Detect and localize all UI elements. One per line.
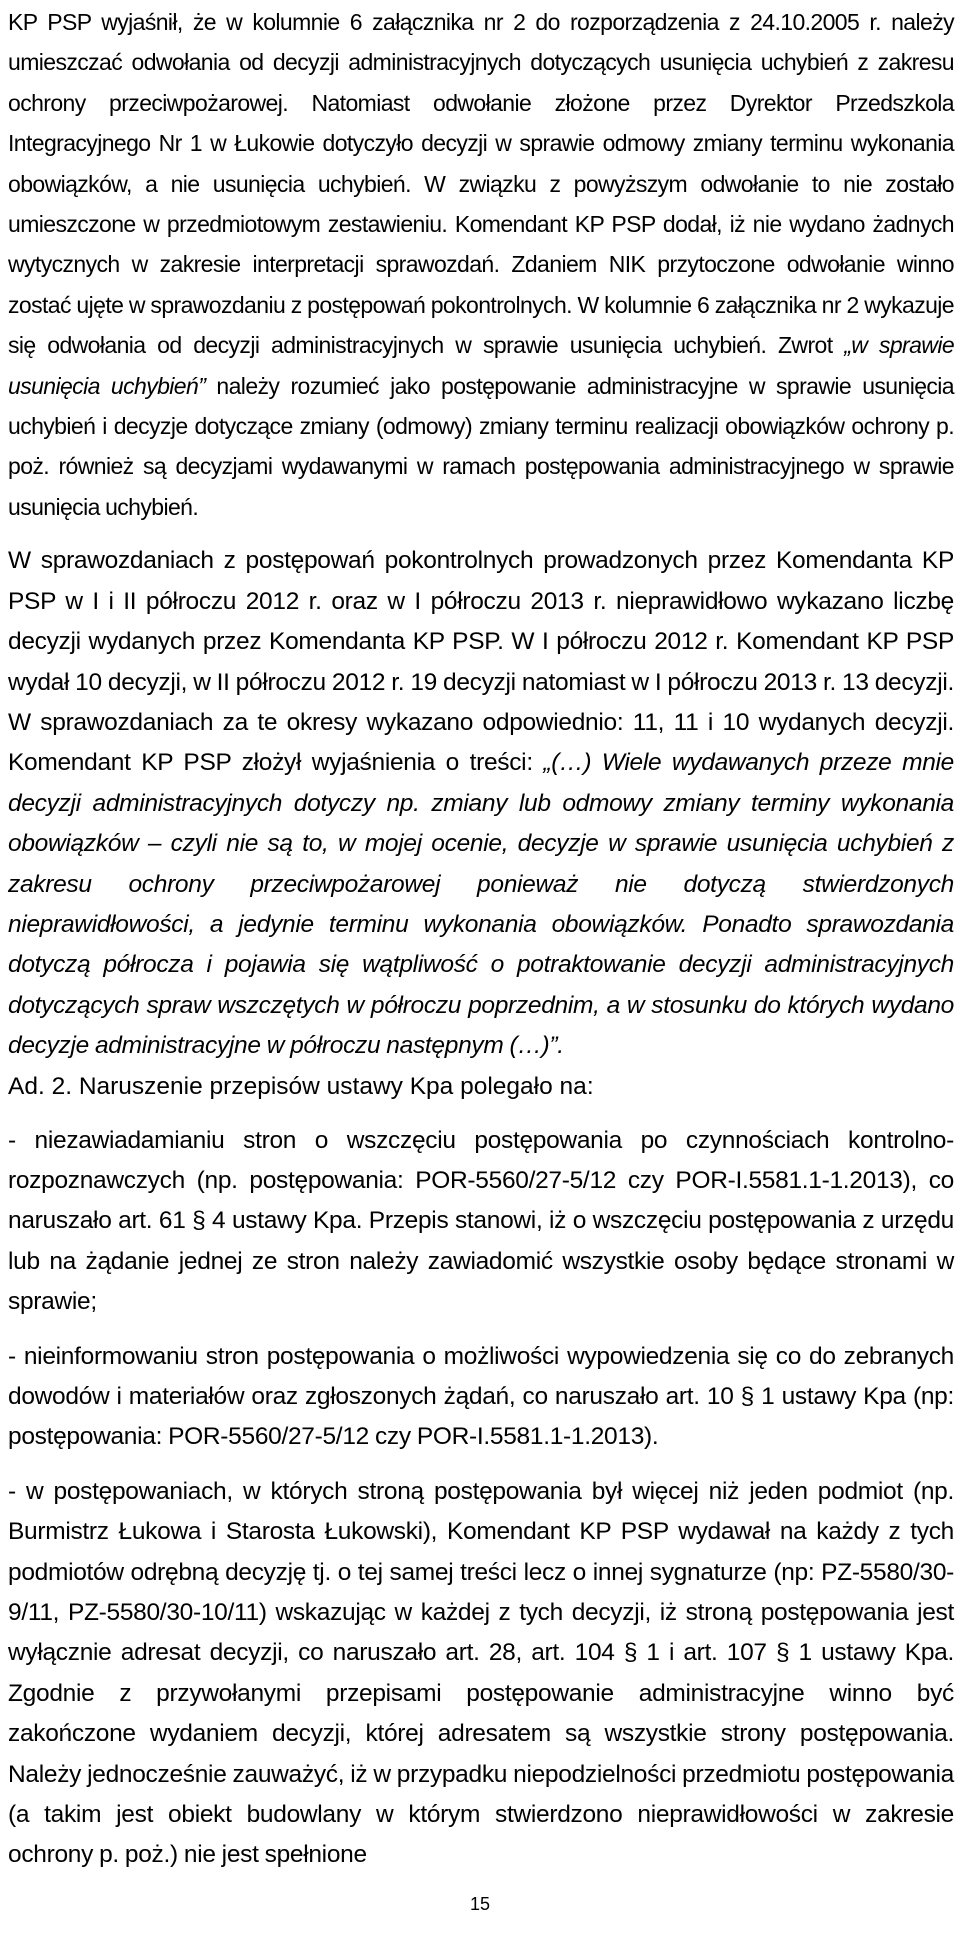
paragraph-text: KP PSP wyjaśnił, że w kolumnie 6 załącznika nr 2 do rozporządzenia z 24.10.2005 r. należy umieszczać odwołania od decyzji administracyjnych dotyczących usunięcia uchybień z zakresu ochrony przeciwpożarowej. Natomiast odwołanie złożone przez Dyrektor Przedszkola Integracyjnego Nr 1 w Łukowie dotyczyło decyzji w sprawie odmowy zmiany terminu wykonania obowiązków, a nie usunięcia uchybień. W związku z powyższym odwołanie to nie zostało umieszczone w przedmiotowym zestawieniu. Komendant KP PSP dodał, iż nie wydano żadnych wytycznych w zakresie interpretacji sprawozdań. Zdaniem NIK przytoczone odwołanie winno zostać ujęte w sprawozdaniu z postępowań pokontrolnych. W kolumnie 6 załącznika nr 2 wykazuje się odwołania od decyzji administracyjnych w sprawie usunięcia uchybień. (8, 9, 954, 359)
list-item-multiple-parties: - w postępowaniach, w których stroną postępowania był więcej niż jeden podmiot (np. Burmistrz Łukowa i Starosta Łukowski), Komendant KP PSP wydawał na każdy z tych podmiotów odrębną decyzję tj. o tej samej treści lecz o innej sygnaturze (np: PZ-5580/30-9/11, PZ-5580/30-10/11) wskazując w każdej z tych decyzji, iż stroną postępowania jest wyłącznie adresat decyzji, co naruszało art. 28, art. 104 § 1 i art. 107 § 1 ustawy Kpa. Zgodnie z przywołanymi przepisami postępowanie administracyjne winno być zakończone wydaniem decyzji, której adresatem są wszystkie strony postępowania. Należy jednocześnie zauważyć, iż w przypadku niepodzielności przedmiotu postępowania (a takim jest obiekt budowlany w którym stwierdzono nieprawidłowości w zakresie ochrony p. poż.) nie jest spełnione (8, 1477, 954, 1869)
paragraph-reporting-errors (8, 541, 954, 1066)
paragraph-text-tail: należy rozumieć jako postępowanie administracyjne w sprawie usunięcia uchybień i decyzje dotyczące zmiany (odmowy) zmiany terminu realizacji obowiązków ochrony p. poż. również są decyzjami wydawanymi w ramach postępowania administracyjnego w sprawie usunięcia uchybień. (8, 372, 954, 520)
paragraph-nik-assessment (8, 2, 954, 527)
section-heading: Ad. 2. Naruszenie przepisów ustawy Kpa polegało na: (8, 1072, 594, 1100)
list-item-information: - nieinformowaniu stron postępowania o możliwości wypowiedzenia się co do zebranych dowodów i materiałów oraz zgłoszonych żądań, co naruszało art. 10 § 1 ustawy Kpa (np: postępowania: POR-5560/27-5/12 czy POR-I.5581.1-1.2013). (8, 1342, 954, 1451)
document-body (8, 2, 954, 1876)
paragraph-text: W sprawozdaniach z postępowań pokontrolnych prowadzonych przez Komendanta KP PSP w I i II półroczu 2012 r. oraz w I półroczu 2013 r. nieprawidłowo wykazano liczbę decyzji wydanych przez Komendanta KP PSP. W I półroczu 2012 r. Komendant KP PSP wydał 10 decyzji, w II półroczu 2012 r. 19 decyzji natomiast w I półroczu 2013 r. 13 decyzji. W sprawozdaniach za te okresy wykazano odpowiednio: 11, 11 i 10 wydanych decyzji. Komendant KP PSP złożył wyjaśnienia o treści: (8, 547, 954, 777)
quoted-explanation: „(…) Wiele wydawanych przeze mnie decyzji administracyjnych dotyczy np. zmiany lub odmowy zmiany terminy wykonania obowiązków – czyli nie są to, w mojej ocenie, decyzje w sprawie usunięcia uchybień z zakresu ochrony przeciwpożarowej ponieważ nie dotyczą stwierdzonych nieprawidłowości, a jedynie terminu wykonania obowiązków. Ponadto sprawozdania dotyczą półrocza i pojawia się wątpliwość o potraktowanie decyzji administracyjnych dotyczących spraw wszczętych w półroczu poprzednim, a w stosunku do których wydano decyzje administracyjne w półroczu następnym (…)”. (8, 749, 954, 1060)
page-number: 15 (469, 1894, 491, 1914)
paragraph-text-lead: Zwrot (777, 332, 833, 359)
list-item-notification: - niezawiadamianiu stron o wszczęciu postępowania po czynnościach kontrolno-rozpoznawczych (np. postępowania: POR-5560/27-5/12 czy POR-I.5581.1-1.2013), co naruszało art. 61 § 4 ustawy Kpa. Przepis stanowi, iż o wszczęciu postępowania z urzędu lub na żądanie jednej ze stron należy zawiadomić wszystkie osoby będące stronami w sprawie; (8, 1126, 954, 1316)
quoted-phrase: „w sprawie usunięcia uchybień” (8, 332, 955, 399)
